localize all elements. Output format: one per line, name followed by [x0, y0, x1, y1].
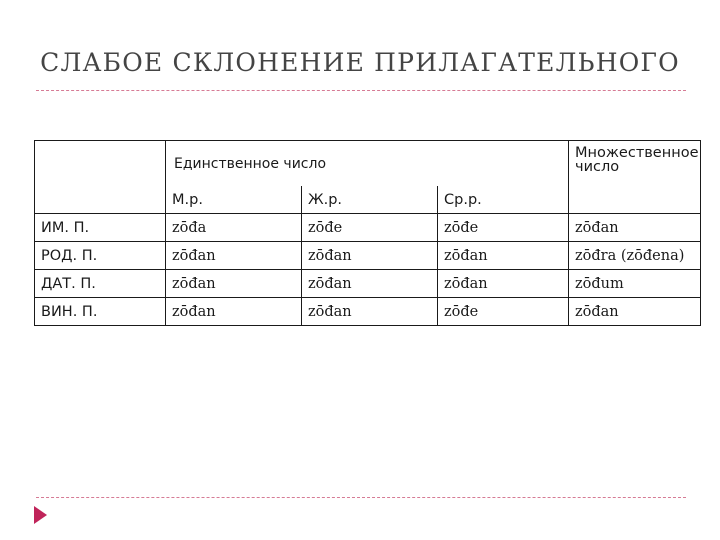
gender-row: [35, 186, 701, 214]
plural-header: Множественное число: [569, 141, 701, 187]
table-row: [35, 298, 701, 326]
form-feminine: zōđan: [302, 270, 438, 298]
case-label: ВИН. П.: [35, 298, 166, 326]
form-masculine: zōđan: [166, 242, 302, 270]
slide-title: СЛАБОЕ СКЛОНЕНИЕ ПРИЛАГАТЕЛЬНОГО: [40, 48, 680, 77]
form-masculine: zōđan: [166, 298, 302, 326]
form-plural: zōđan: [569, 214, 701, 242]
table-row: [35, 214, 701, 242]
singular-header: Единственное число: [166, 141, 569, 187]
form-feminine: zōđe: [302, 214, 438, 242]
footer-divider: [36, 497, 686, 498]
form-neuter: zōđe: [438, 214, 569, 242]
play-arrow-icon[interactable]: [33, 505, 49, 525]
form-plural: zōđan: [569, 298, 701, 326]
form-plural: zōđra (zōđena): [569, 242, 701, 270]
gender-corner-cell: [35, 186, 166, 214]
form-neuter: zōđan: [438, 242, 569, 270]
form-neuter: zōđan: [438, 270, 569, 298]
table-header-row: [35, 141, 701, 187]
gender-masculine: М.р.: [166, 186, 302, 214]
case-label: ИМ. П.: [35, 214, 166, 242]
title-divider: [36, 90, 686, 91]
form-plural: zōđum: [569, 270, 701, 298]
table-row: [35, 242, 701, 270]
form-neuter: zōđe: [438, 298, 569, 326]
gender-feminine: Ж.р.: [302, 186, 438, 214]
form-feminine: zōđan: [302, 242, 438, 270]
declension-table: [34, 140, 701, 326]
gender-plural-cell: [569, 186, 701, 214]
form-feminine: zōđan: [302, 298, 438, 326]
form-masculine: zōđa: [166, 214, 302, 242]
gender-neuter: Ср.р.: [438, 186, 569, 214]
header-corner-cell: [35, 141, 166, 187]
form-masculine: zōđan: [166, 270, 302, 298]
table-row: [35, 270, 701, 298]
case-label: ДАТ. П.: [35, 270, 166, 298]
case-label: РОД. П.: [35, 242, 166, 270]
